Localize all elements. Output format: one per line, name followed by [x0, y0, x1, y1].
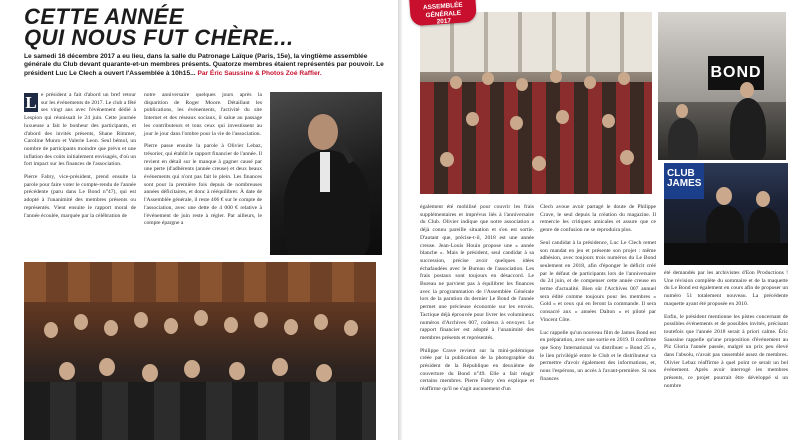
club-banner-line-2: JAMES	[667, 178, 702, 189]
audience-head	[450, 76, 462, 89]
left-page	[0, 0, 398, 440]
audience-seats	[420, 82, 652, 194]
audience-head	[618, 72, 630, 85]
theater-seats	[24, 262, 376, 302]
left-column-1	[24, 92, 136, 225]
lede-text: Le samedi 16 décembre 2017 a eu lieu, dans la salle du Patronage Laïque (Paris, 15e), la vingtième assemblée générale du Club devant quarante-et-un membres présents. Quatorze membres étaient représentés par pouvoir. Le président Luc Le Clech a ouvert l'Assemblée à 10h15...	[24, 53, 384, 77]
paragraph: également été mobilisé pour couvrir les frais supplémentaires et imprévus liés à l'anniversaire du Club. Olivier indique que notre association a déjà connu pareille situation et s'en est sortie. D'autant que, précise-t-il, 2018 est une année creuse. Jean-Louis Houin propose une « année blanche ». Mais le président, seul candidat à sa succession, précise avoir quelques idées échafaudées avec le Bureau de l'association. Les frais postaux sont toujours en désaccord. Le Bureau ne parvient pas à équilibrer les finances avec la programmation de l'Assemblée Générale lors de la parution du dernier Le Bond de l'année permet une précieuse économie sur les envois. Tactique déjà éprouvée pour livrer les volumineux numéros d'Archives 007, coûteux à envoyer. Le rapport financier est adopté à l'unanimité des membres présents et représentés.	[420, 204, 534, 341]
speaker-head	[308, 114, 338, 150]
member-head	[284, 319, 298, 335]
club-banner-line-1: CLUB	[667, 168, 695, 179]
board-member-body	[748, 207, 780, 247]
members-front-row	[24, 382, 376, 440]
member-head	[314, 314, 328, 330]
member-head	[316, 364, 332, 382]
member-head	[272, 358, 288, 376]
member-head	[59, 362, 75, 380]
head-table-photo	[664, 163, 788, 265]
paragraph: Seul candidat à la présidence, Luc Le Clech remet son mandat en jeu et présente son projet : même adhésion, avec toujours trois numéros du Le Bond seulement en 2018, afin d'éponger le déficit créé par le défaut de participants lors de l'anniversaire du 24 juin, et de compenser cette année creuse en terme d'actualité. Bien sûr l'Archives 007 annuel sera édité comme toujours pour les membres « Gold » et ceux qui en feront la commande. Il sera consacré aux « années Dalton » et piloté par Vincent Côte.	[540, 239, 656, 323]
headline-line-2: QUI NOUS FUT CHÈRE...	[24, 25, 294, 50]
member-head	[194, 310, 208, 326]
audience-head	[466, 112, 479, 126]
member-head	[229, 362, 245, 380]
paragraph: notre anniversaire quelques jours après la disparition de Roger Moore. Détaillant les publications, les événements, l'activité du site Internet et des réseaux sociaux, il salue au passage les contributeurs et tous ceux qui investissent au jour le jour dans l'ombre pour la vie de l'association.	[144, 92, 262, 137]
member-head	[224, 317, 238, 333]
group-photo	[24, 262, 376, 440]
drop-cap: L	[25, 93, 37, 112]
speaker-body	[730, 98, 766, 160]
member-head	[99, 358, 115, 376]
paragraph: Philippe Crave revient sur la mini-polémique créée par la publication de la photographie du président de la République en deuxième de couverture du Bond n°49. Elle a fait réagir certains membres. Pierre Fabry s'en explique et réaffirme qu'il ne s'agit aucunement d'un	[420, 347, 534, 393]
stage-photo	[658, 12, 786, 160]
badge-line-3: 2017	[436, 17, 452, 26]
paragraph: Luc rappelle qu'un nouveau film de James Bond est en préparation, avec une sortie en 2019. Il confirme que Sony International va distribuer « Bond 25 », le lien privilégié entre le Club et le distributeur va permettre d'avoir également des informations, et, nous l'espérons, un accès à l'avant-première. Si nos finances	[540, 329, 656, 382]
audience-head	[440, 152, 454, 167]
assembly-badge	[409, 0, 477, 26]
audience-head	[516, 78, 528, 91]
paragraph: Enfin, le président mentionne les pistes concernant de possibles événements et de possibles invités, précisant toutefois que l'année 2018 serait à priori calme. Éric Saussine rappelle qu'une proposition d'événement au Piz Gloria l'année passée, malgré un prix peu élevé dans l'absolu, n'avait pas rassemblé assez de membres. Olivier Lebaz réaffirme à quel point ce serait un bel événement. Après avoir interrogé les membres présents, ce projet pourrait être développé si un nombre	[664, 313, 788, 389]
right-page	[402, 0, 800, 440]
badge-line-2: GÉNÉRALE	[425, 9, 462, 19]
audience-head	[550, 70, 562, 83]
member-head	[134, 312, 148, 328]
audience-head	[602, 114, 615, 128]
right-column-3	[664, 270, 788, 396]
member-head	[164, 318, 178, 334]
headline-line-1: CETTE ANNÉE	[24, 4, 184, 29]
bond-poster: BOND	[708, 56, 764, 90]
member-head	[184, 360, 200, 378]
speaker-head	[740, 82, 754, 98]
right-column-2	[540, 204, 656, 388]
photo-credit: Par Éric Saussine & Photos Zoé Raffier.	[197, 69, 322, 77]
head-table	[664, 243, 788, 265]
board-member-head	[716, 187, 732, 205]
paragraph: e président a fait d'abord un bref retour sur les événements de 2017. Le club a fêté ses vingt ans avec l'événement dédié à Lespion qui réunissait le 24 juin. Cette journée luxueuse a fait le bonheur des participants, et d'abord des invités présents, Shane Rimmer, Caroline Munro et Valerie Leon. Seul bémol, un nombre de participants moindre que prévu et une inflation des coûts initialement envisagés, d'où un fort impact sur les finances de l'association.	[24, 92, 136, 168]
audience-head	[556, 110, 569, 124]
member-head	[676, 104, 688, 118]
paragraph: Pierre Fabry, vice-président, prend ensuite la parole pour faire voter le compte-rendu de l'année précédente (paru dans Le Bond n°47), qui est adopté à l'unanimité des membres présents ou représentés. Vient ensuite le rapport moral de l'année écoulée, marquée par la célébration de	[24, 174, 136, 219]
paragraph: été demandés par les archivistes d'Eon Productions ! Une révision complète du sommaire et de la maquette du Le Bond est également en cours afin de proposer un numéro 51 totalement nouveau. La précédente maquette ayant été proposée en 2010.	[664, 270, 788, 307]
member-head	[254, 312, 268, 328]
audience-head	[532, 156, 546, 171]
member-body	[668, 118, 698, 160]
left-column-2	[144, 92, 262, 233]
paragraph: Clech avoue avoir partagé le doute de Philippe Crave, le seul depuis la création du magazine. Il remercie les critiques amicales et assure que ce genre de confusion ne se reproduira plus.	[540, 204, 656, 234]
board-member-head	[756, 191, 770, 207]
member-head	[44, 322, 58, 338]
audience-head	[584, 76, 596, 89]
member-head	[74, 314, 88, 330]
assembly-photo	[420, 12, 652, 194]
member-head	[142, 364, 158, 382]
member-head	[104, 320, 118, 336]
right-column-1	[420, 204, 534, 399]
audience-head	[510, 116, 523, 130]
audience-head	[482, 72, 494, 85]
audience-head	[620, 150, 634, 165]
paragraph: Pierre passe ensuite la parole à Olivier Lebaz, trésorier, qui établit le rapport financier de l'année. Il revient en détail sur le manque à gagner causé par une perte (d'adhérents (année creuse) et deux beaux événements qui n'ont pas fait le plein. Les finances sont pour la première fois depuis de nombreuses années déficitaires, et donc à rééquilibrer. À date de l'Assemblée générale, il reste 406 € sur le compte de l'association, avec une dette de 4 000 € relative à l'événement de juin reste à régler. Par ailleurs, le compte épargne a	[144, 143, 262, 227]
speaker-shirt	[320, 152, 330, 192]
article-headline	[24, 6, 384, 48]
article-lede	[24, 53, 389, 78]
speaker-photo	[270, 92, 382, 255]
member-head	[344, 320, 358, 336]
badge-line-1: ASSEMBLÉE	[422, 1, 463, 12]
club-banner	[664, 163, 704, 199]
